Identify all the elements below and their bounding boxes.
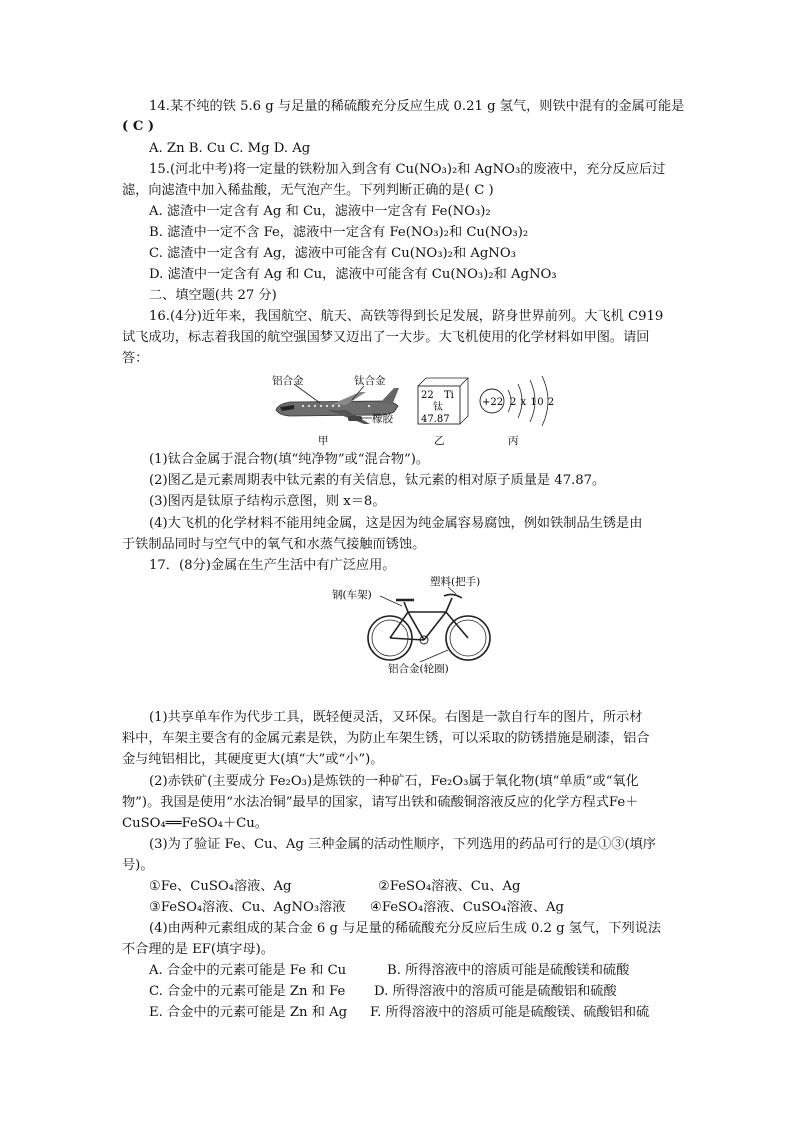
q15-option-c: C. 滤渣中一定含有 Ag，滤液中可能含有 Cu(NO₃)₂和 AgNO₃ [149,246,516,261]
q17-part4-option-c: C. 合金中的元素可能是 Zn 和 Fe [149,984,346,999]
q15-stem-line1: 15.(河北中考)将一定量的铁粉加入到含有 Cu(NO₃)₂和 AgNO₃的废液中，充分反应后过 [149,162,666,177]
q17-part3-option2: ②FeSO₄溶液、Cu、Ag [378,879,521,894]
q17-part3-line1: (3)为了验证 Fe、Cu、Ag 三种金属的活动性顺序，下列选用的药品可行的是①③(填序 [149,837,656,852]
q15-option-b: B. 滤渣中一定不含 Fe，滤液中一定含有 Fe(NO₃)₂和 Cu(NO₃)₂ [149,225,529,240]
caption-bing: 丙 [508,435,519,447]
q17-part1-line1: (1)共享单车作为代步工具，既轻便灵活，又环保。右图是一款自行车的图片，所示材 [149,710,643,725]
q17-part4-option-f: F. 所得溶液中的溶质可能是硫酸镁、硫酸铝和硫 [370,1005,650,1020]
element-symbol: Ti [444,390,454,401]
q17-part4-option-e: E. 合金中的元素可能是 Zn 和 Ag [149,1005,348,1020]
q14-answer: ( C ) [122,119,155,134]
section-heading: 二、填空题(共 27 分) [149,288,277,303]
q16-stem-line1: 16.(4分)近年来，我国航空、航天、高铁等得到长足发展，跻身世界前列。大飞机 C919 [149,309,664,324]
atom-nucleus: +22 [482,397,504,408]
q17-part1-line2: 料中，车架主要含有的金属元素是铁，为防止车架生锈，可以采取的防锈措施是刷漆，铝合 [122,731,650,746]
element-atomic-number: 22 [421,390,434,401]
q16-answer-3: (3)图丙是钛原子结构示意图，则 x＝8。 [149,494,386,509]
q17-part1-line3: 金与纯铝相比，其硬度更大(填“大”或“小”)。 [122,752,384,767]
bicycle-illustration [368,594,490,660]
caption-yi: 乙 [434,435,445,447]
label-titanium-alloy: 钛合金 [354,375,386,387]
q17-part3-option3: ③FeSO₄溶液、Cu、AgNO₃溶液 [149,900,346,915]
label-rubber: 橡胶 [372,413,393,425]
element-name: 钛 [433,402,443,413]
q16-answer-4-line2: 于铁制品同时与空气中的氧气和水蒸气接触而锈蚀。 [122,537,426,552]
q17-part3-option1: ①Fe、CuSO₄溶液、Ag [149,879,292,894]
q17-part3-line2: 号)。 [122,858,154,873]
q16-answer-4-line1: (4)大飞机的化学材料不能用纯金属，这是因为纯金属容易腐蚀，例如铁制品生锈是由 [149,516,643,531]
q17-bicycle-figure [328,572,510,676]
q14-stem: 14.某不纯的铁 5.6 g 与足量的稀硫酸充分反应生成 0.21 g 氢气，则铁中混有的金属可能是 [149,99,685,114]
q16-figure [268,372,558,448]
q16-answer-1: (1)钛合金属于混合物(填“纯净物”或“混合物”)。 [149,452,430,467]
q17-part2-line1: (2)赤铁矿(主要成分 Fe₂O₃)是炼铁的一种矿石，Fe₂O₃属于氧化物(填“单质”或“氧化 [149,774,639,789]
label-plastic-handle: 塑料(把手) [430,576,481,588]
q17-part4-option-b: B. 所得溶液中的溶质可能是硫酸镁和硫酸 [387,963,630,978]
q17-part2-line3: CuSO₄══FeSO₄＋Cu。 [122,816,268,831]
q17-part3-option4: ④FeSO₄溶液、CuSO₄溶液、Ag [370,900,564,915]
q17-part2-line2: 物”)。我国是使用“水法冶铜”最早的国家，请写出铁和硫酸铜溶液反应的化学方程式Fe＋ [122,795,639,810]
q15-stem-line2: 滤，向滤渣中加入稀盐酸，无气泡产生。下列判断正确的是( C ) [122,183,494,198]
q16-figure-svg [268,372,558,448]
bicycle-svg [328,572,510,676]
q15-option-a: A. 滤渣中一定含有 Ag 和 Cu，滤液中一定含有 Fe(NO₃)₂ [149,204,491,219]
q17-part4-option-d: D. 所得溶液中的溶质可能是硫酸铝和硫酸 [374,984,617,999]
atom-shells: 2 x 10 2 [510,397,555,408]
q16-stem-line2: 试飞成功，标志着我国的航空强国梦又迈出了一大步。大飞机使用的化学材料如甲图。请回 [122,330,650,345]
q14-options: A. Zn B. Cu C. Mg D. Ag [149,141,311,156]
element-mass: 47.87 [421,414,450,425]
q17-part4-line2: 不合理的是 EF(填字母)。 [122,942,274,957]
q17-part4-option-a: A. 合金中的元素可能是 Fe 和 Cu [149,963,347,978]
q16-answer-2: (2)图乙是元素周期表中钛元素的有关信息，钛元素的相对原子质量是 47.87。 [149,473,606,488]
caption-jia: 甲 [318,435,329,447]
label-aluminum-alloy: 铝合金 [272,375,304,387]
label-alloy-rim: 铝合金(轮圈) [388,663,449,675]
label-steel-frame: 钢(车架) [332,589,372,601]
q16-stem-line3: 答： [122,351,149,366]
q15-option-d: D. 滤渣中一定含有 Ag 和 Cu，滤液中可能含有 Cu(NO₃)₂和 AgNO₃ [149,267,557,282]
q17-part4-line1: (4)由两种元素组成的某合金 6 g 与足量的稀硫酸充分反应后生成 0.2 g 氢气，下列说法 [149,921,662,936]
q17-stem: 17．(8分)金属在生产生活中有广泛应用。 [149,558,396,573]
